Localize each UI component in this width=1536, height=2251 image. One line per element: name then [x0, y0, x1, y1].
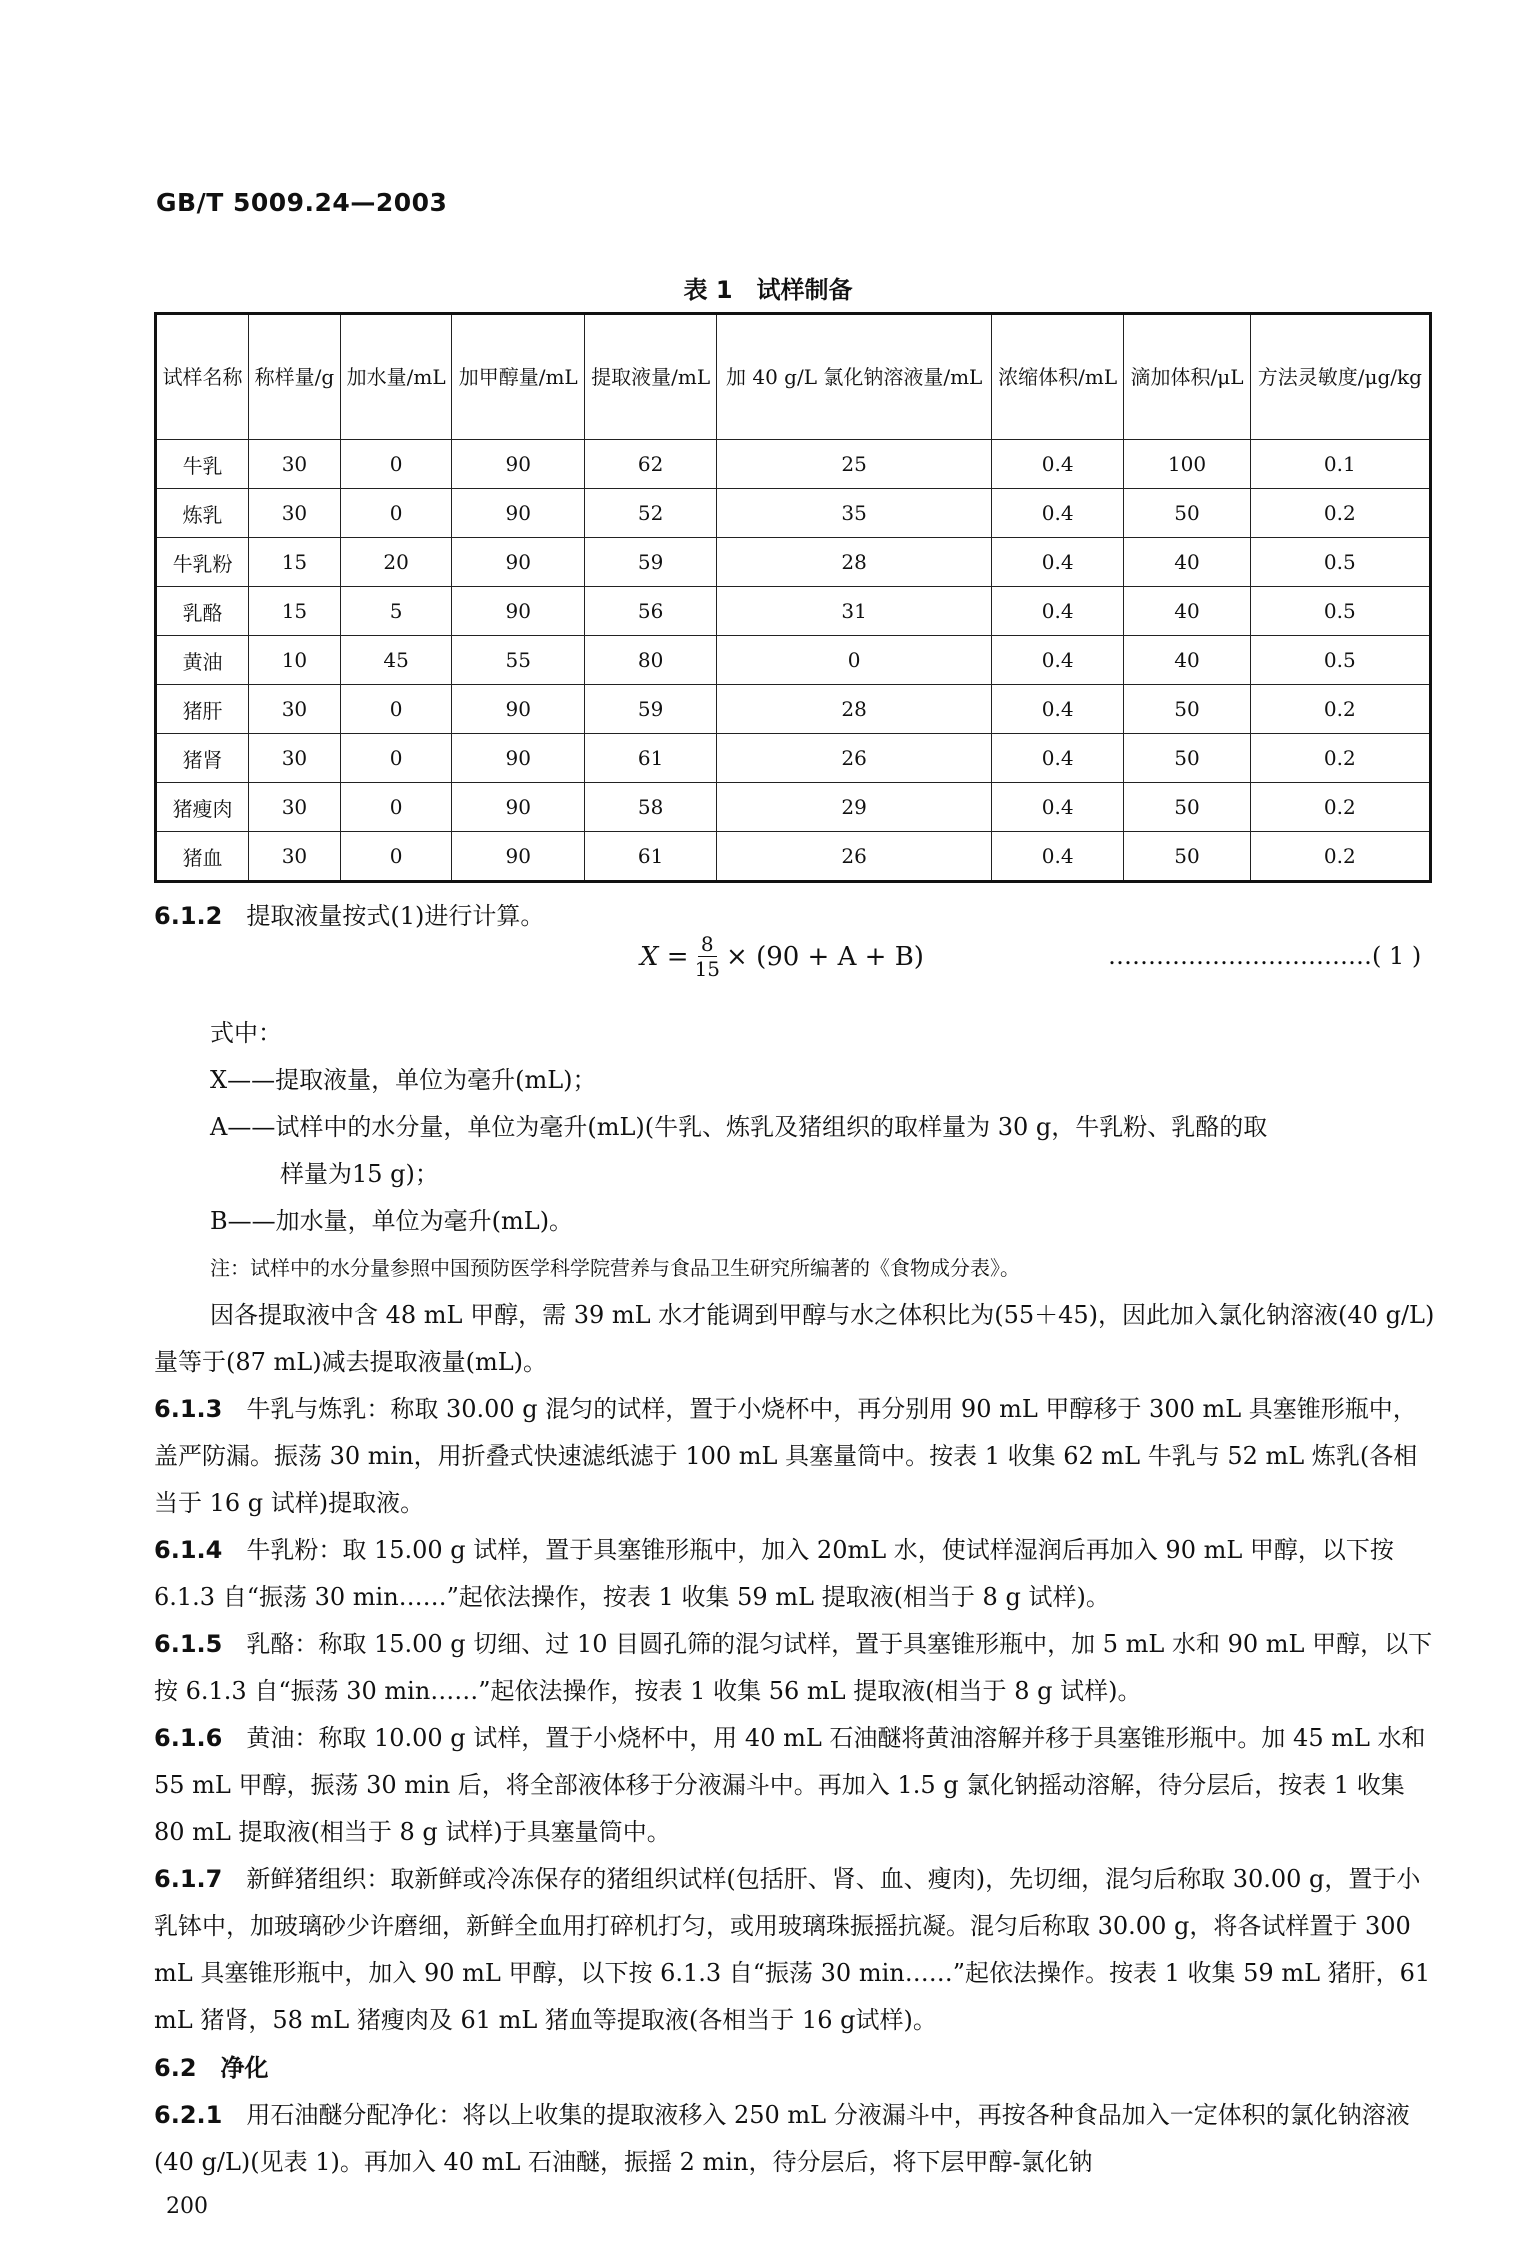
section-text: 乳酪：称取 15.00 g 切细、过 10 目圆孔筛的混匀试样，置于具塞锥形瓶中，加 5 mL 水和 90 mL 甲醇，以下按 6.1.3 自“振荡 30 min……”起依法操作，按表 1 收集 56 mL 提取液(相当于 8 g 试样)。 — [154, 1630, 1433, 1705]
fraction-numerator: 8 — [698, 932, 717, 957]
section-number: 6.1.7 — [154, 1865, 223, 1893]
table-cell: 0.2 — [1250, 685, 1430, 734]
section-number: 6.1.5 — [154, 1630, 223, 1658]
table-column-header: 提取液量/mL — [584, 314, 716, 440]
sample-name-cell: 牛乳 — [156, 440, 249, 489]
table-cell: 61 — [584, 832, 716, 882]
table-cell: 26 — [717, 832, 992, 882]
table-cell: 26 — [717, 734, 992, 783]
table-cell: 90 — [452, 440, 584, 489]
table-cell: 35 — [717, 489, 992, 538]
table-cell: 59 — [584, 685, 716, 734]
table-cell: 45 — [340, 636, 452, 685]
table-cell: 80 — [584, 636, 716, 685]
table-cell: 0 — [340, 440, 452, 489]
table-cell: 0.5 — [1250, 538, 1430, 587]
paragraph: 因各提取液中含 48 mL 甲醇，需 39 mL 水才能调到甲醇与水之体积比为(55＋45)，因此加入氯化钠溶液(40 g/L) 量等于(87 mL)减去提取液量(mL)。 — [154, 1301, 1435, 1376]
table-column-header: 加甲醇量/mL — [452, 314, 584, 440]
section-number: 6.2 — [154, 2054, 197, 2082]
table-cell: 0 — [340, 832, 452, 882]
table-cell: 0 — [340, 734, 452, 783]
sample-name-cell: 猪肝 — [156, 685, 249, 734]
table-cell: 0.4 — [991, 587, 1123, 636]
table-cell: 30 — [249, 440, 341, 489]
sample-name-cell: 牛乳粉 — [156, 538, 249, 587]
table-row — [156, 587, 1431, 636]
table-cell: 100 — [1124, 440, 1250, 489]
formula-fraction — [695, 932, 720, 981]
table-cell: 55 — [452, 636, 584, 685]
sample-name-cell: 乳酪 — [156, 587, 249, 636]
table-cell: 40 — [1124, 587, 1250, 636]
section-text: 牛乳与炼乳：称取 30.00 g 混匀的试样，置于小烧杯中，再分别用 90 mL 甲醇移于 300 mL 具塞锥形瓶中，盖严防漏。振荡 30 min，用折叠式快速滤纸滤于 100 mL 具塞量筒中。按表 1 收集 62 mL 牛乳与 52 mL 炼乳(各相当于 16 g 试样)提取液。 — [154, 1395, 1418, 1517]
table-cell: 31 — [717, 587, 992, 636]
table-cell: 90 — [452, 832, 584, 882]
table-cell: 40 — [1124, 636, 1250, 685]
table-cell: 50 — [1124, 489, 1250, 538]
section-number: 6.1.4 — [154, 1536, 223, 1564]
table-header-row — [156, 314, 1431, 440]
table-column-header: 加水量/mL — [340, 314, 452, 440]
sample-name-cell: 猪肾 — [156, 734, 249, 783]
table-cell: 0 — [340, 489, 452, 538]
section-text: 黄油：称取 10.00 g 试样，置于小烧杯中，用 40 mL 石油醚将黄油溶解并移于具塞锥形瓶中。加 45 mL 水和 55 mL 甲醇，振荡 30 min 后，将全部液体移于分液漏斗中。再加入 1.5 g 氯化钠摇动溶解，待分层后，按表 1 收集 80 mL 提取液(相当于 8 g 试样)于具塞量筒中。 — [154, 1724, 1426, 1846]
table-cell: 0.2 — [1250, 489, 1430, 538]
definition-a-cont: 样量为15 g)； — [280, 1160, 439, 1188]
table-cell: 0.4 — [991, 538, 1123, 587]
table-cell: 30 — [249, 832, 341, 882]
table-cell: 40 — [1124, 538, 1250, 587]
table-cell: 0.2 — [1250, 832, 1430, 882]
table-cell: 52 — [584, 489, 716, 538]
table-cell: 29 — [717, 783, 992, 832]
table-cell: 0.4 — [991, 783, 1123, 832]
table-cell: 28 — [717, 685, 992, 734]
sample-name-cell: 黄油 — [156, 636, 249, 685]
page-number: 200 — [166, 2194, 208, 2219]
body-text — [154, 1010, 1436, 2186]
table-cell: 62 — [584, 440, 716, 489]
formula-lhs: X = — [640, 941, 689, 972]
section-number: 6.1.3 — [154, 1395, 223, 1423]
sample-preparation-table — [154, 312, 1432, 883]
section-text: 新鲜猪组织：取新鲜或冷冻保存的猪组织试样(包括肝、肾、血、瘦肉)，先切细，混匀后称取 30.00 g，置于小乳钵中，加玻璃砂少许磨细，新鲜全血用打碎机打匀，或用玻璃珠振摇抗凝。混匀后称取 30.00 g，将各试样置于 300 mL 具塞锥形瓶中，加入 90 mL 甲醇，以下按 6.1.3 自“振荡 30 min……”起依法操作。按表 1 收集 59 mL 猪肝，61 mL 猪肾，58 mL 猪瘦肉及 61 mL 猪血等提取液(各相当于 16 g试样)。 — [154, 1865, 1431, 2034]
table-cell: 0 — [717, 636, 992, 685]
table-cell: 20 — [340, 538, 452, 587]
section-heading: 净化 — [220, 2053, 269, 2082]
definition-a: A——试样中的水分量，单位为毫升(mL)(牛乳、炼乳及猪组织的取样量为 30 g，牛乳粉、乳酪的取 — [210, 1113, 1268, 1141]
table-cell: 0.2 — [1250, 783, 1430, 832]
table-cell: 0.4 — [991, 489, 1123, 538]
table-cell: 90 — [452, 734, 584, 783]
table-column-header: 滴加体积/μL — [1124, 314, 1250, 440]
table-column-header: 称样量/g — [249, 314, 341, 440]
sample-name-cell: 猪瘦肉 — [156, 783, 249, 832]
sample-name-cell: 炼乳 — [156, 489, 249, 538]
table-cell: 50 — [1124, 685, 1250, 734]
table-column-header: 方法灵敏度/μg/kg — [1250, 314, 1430, 440]
section-number: 6.2.1 — [154, 2101, 223, 2129]
table-cell: 0.4 — [991, 734, 1123, 783]
table-cell: 0.5 — [1250, 636, 1430, 685]
table-cell: 5 — [340, 587, 452, 636]
formula-1 — [640, 932, 924, 981]
table-cell: 30 — [249, 489, 341, 538]
table-row — [156, 832, 1431, 882]
table-row — [156, 440, 1431, 489]
table-cell: 30 — [249, 685, 341, 734]
table-cell: 90 — [452, 538, 584, 587]
table-cell: 0 — [340, 685, 452, 734]
table-cell: 15 — [249, 538, 341, 587]
table-cell: 30 — [249, 783, 341, 832]
table-cell: 56 — [584, 587, 716, 636]
table-cell: 0.1 — [1250, 440, 1430, 489]
table-cell: 90 — [452, 783, 584, 832]
table-row — [156, 636, 1431, 685]
table-cell: 0.4 — [991, 685, 1123, 734]
standard-code: GB/T 5009.24—2003 — [156, 188, 448, 217]
table-row — [156, 783, 1431, 832]
section-text: 牛乳粉：取 15.00 g 试样，置于具塞锥形瓶中，加入 20mL 水，使试样湿润后再加入 90 mL 甲醇，以下按 6.1.3 自“振荡 30 min……”起依法操作，按表 1 收集 59 mL 提取液(相当于 8 g 试样)。 — [154, 1536, 1394, 1611]
sample-name-cell: 猪血 — [156, 832, 249, 882]
section-text: 提取液量按式(1)进行计算。 — [246, 902, 545, 930]
formula-rhs: × (90 + A + B) — [726, 941, 924, 972]
section-number: 6.1.2 — [154, 902, 223, 930]
table-cell: 15 — [249, 587, 341, 636]
table-body — [156, 440, 1431, 882]
table-cell: 0 — [340, 783, 452, 832]
table-cell: 0.5 — [1250, 587, 1430, 636]
note: 注：试样中的水分量参照中国预防医学科学院营养与食品卫生研究所编著的《食物成分表》。 — [210, 1256, 1020, 1280]
table-cell: 50 — [1124, 783, 1250, 832]
equation-number: ……………………………( 1 ) — [1108, 942, 1422, 970]
section-number: 6.1.6 — [154, 1724, 223, 1752]
section-text: 用石油醚分配净化：将以上收集的提取液移入 250 mL 分液漏斗中，再按各种食品加入一定体积的氯化钠溶液 (40 g/L)(见表 1)。再加入 40 mL 石油醚，振摇 2 min，待分层后，将下层甲醇-氯化钠 — [154, 2101, 1410, 2176]
table-cell: 59 — [584, 538, 716, 587]
table-cell: 0.4 — [991, 636, 1123, 685]
table-column-header: 试样名称 — [156, 314, 249, 440]
table-cell: 50 — [1124, 832, 1250, 882]
table-cell: 0.2 — [1250, 734, 1430, 783]
table-cell: 61 — [584, 734, 716, 783]
table-row — [156, 685, 1431, 734]
table-cell: 90 — [452, 685, 584, 734]
table-column-header: 浓缩体积/mL — [991, 314, 1123, 440]
table-cell: 30 — [249, 734, 341, 783]
definition-x: X——提取液量，单位为毫升(mL)； — [210, 1066, 597, 1094]
table-row — [156, 489, 1431, 538]
table-cell: 90 — [452, 489, 584, 538]
table-cell: 28 — [717, 538, 992, 587]
table-cell: 50 — [1124, 734, 1250, 783]
table-cell: 58 — [584, 783, 716, 832]
fraction-denominator: 15 — [694, 957, 721, 981]
table-title: 表 1 试样制备 — [683, 276, 853, 304]
table-row — [156, 734, 1431, 783]
table-cell: 10 — [249, 636, 341, 685]
where-label: 式中： — [210, 1019, 282, 1047]
table-row — [156, 538, 1431, 587]
table-column-header: 加 40 g/L 氯化钠溶液量/mL — [717, 314, 992, 440]
table-cell: 0.4 — [991, 832, 1123, 882]
table-cell: 25 — [717, 440, 992, 489]
table-cell: 0.4 — [991, 440, 1123, 489]
table-cell: 90 — [452, 587, 584, 636]
definition-b: B——加水量，单位为毫升(mL)。 — [210, 1207, 574, 1235]
